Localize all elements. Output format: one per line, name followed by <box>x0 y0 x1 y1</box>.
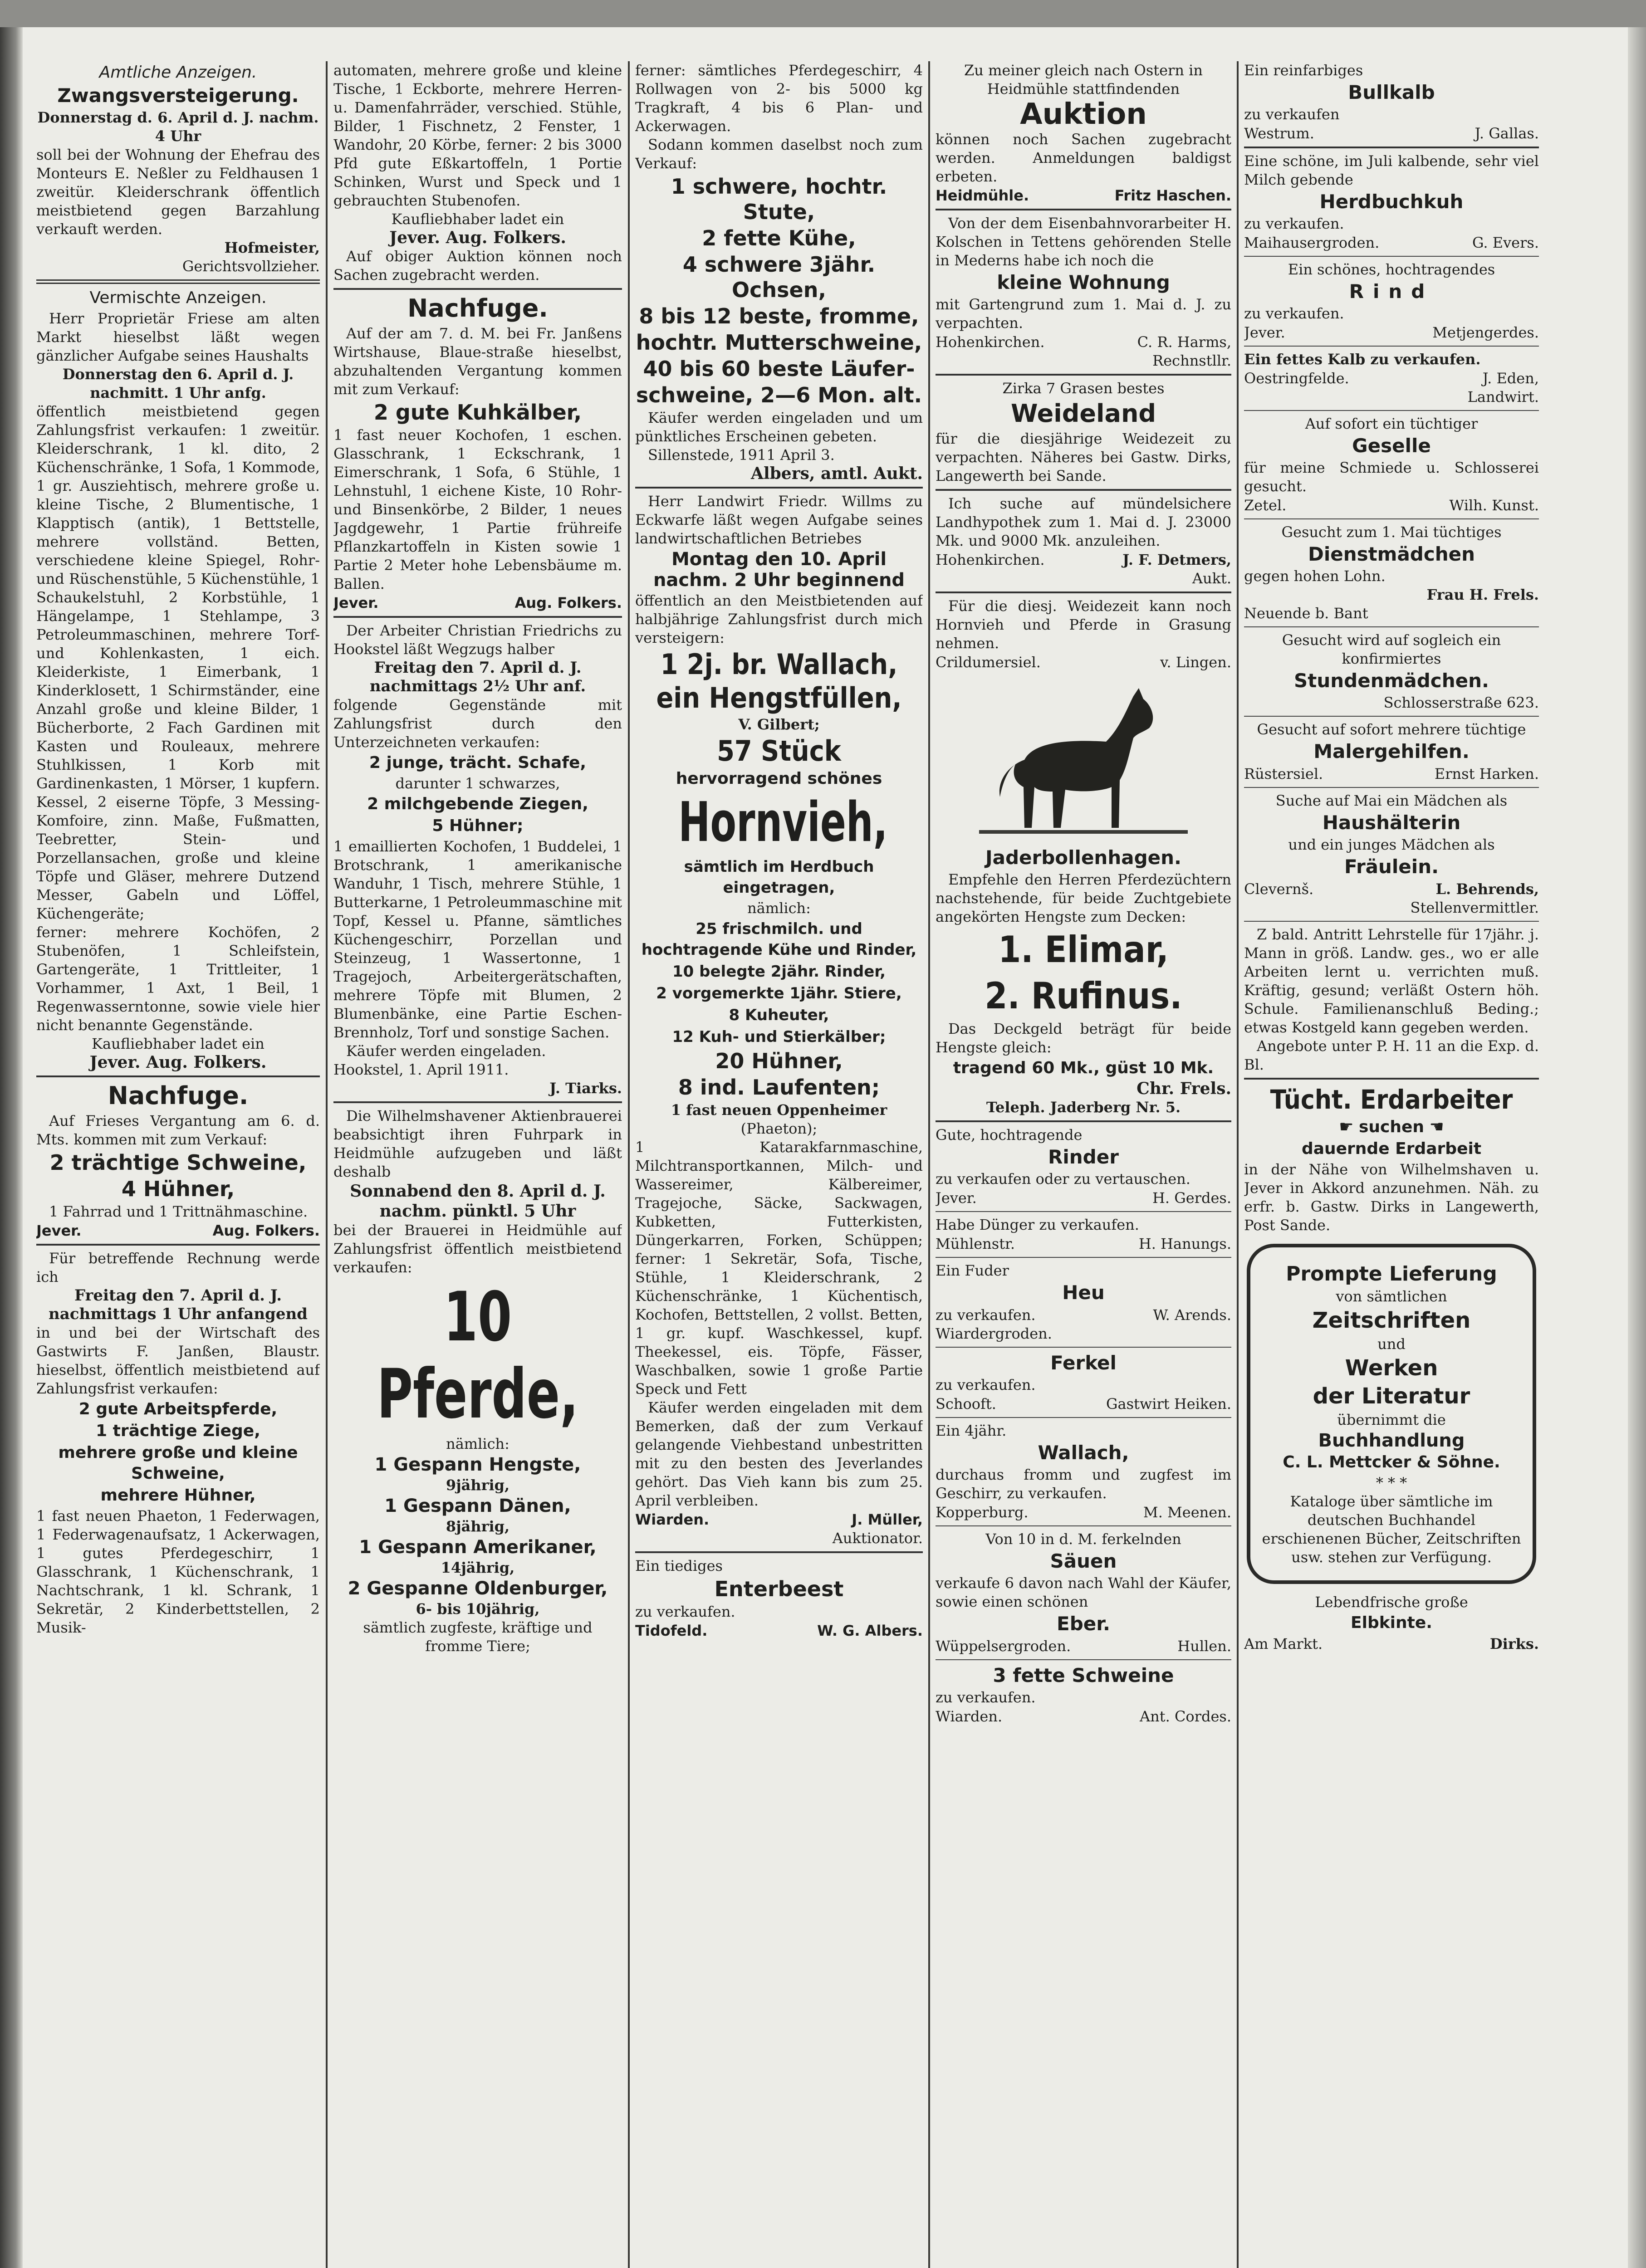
ad-text: Herr Proprietär Friese am alten Markt hieselbst läßt wegen gänzlicher Aufgabe seines Haushalts <box>36 310 320 364</box>
ad-headline: Heu <box>1062 1281 1105 1304</box>
ad-body: Sodann kommen daselbst noch zum Verkauf: <box>635 136 923 172</box>
ad-item: 12 Kuh- und Stierkälber; <box>672 1028 886 1046</box>
ad-body: zu verkaufen oder zu vertauschen. <box>936 1170 1190 1188</box>
ad-headline: Fräulein. <box>1344 855 1439 878</box>
divider <box>1244 147 1539 148</box>
ad-headline: Enterbeest <box>714 1577 844 1601</box>
column-2 <box>333 61 622 2268</box>
column-4 <box>936 61 1231 2268</box>
ad-title: Jaderbollenhagen. <box>985 846 1181 869</box>
ad-headline: Bullkalb <box>1348 81 1435 103</box>
divider <box>1244 410 1539 411</box>
ad-signature: Stellenvermittler. <box>1410 899 1539 916</box>
ad-body: zu verkaufen. <box>635 1603 735 1620</box>
ad-headline: Dienstmädchen <box>1308 543 1475 565</box>
ad-headline: Ferkel <box>1050 1352 1117 1374</box>
ad-text: Sillenstede, 1911 April 3. <box>648 446 835 464</box>
ad-text: Auf Frieses Vergantung am 6. d. Mts. kommen mit zum Verkauf: <box>36 1112 320 1148</box>
ad-item: 4 Hühner, <box>121 1177 235 1201</box>
ad-headline: 10 Pferde, <box>377 1278 579 1434</box>
ad-item: 2 junge, trächt. Schafe, <box>369 753 587 772</box>
ad-title: Nachfuge. <box>108 1081 249 1110</box>
column-5 <box>1244 61 1539 2268</box>
ad-body: können noch Sachen zugebracht werden. Anmeldungen baldigst erbeten. <box>936 131 1231 185</box>
ad-signature: Clevernš. L. Behrends, <box>1244 880 1539 898</box>
ad-item: 2 milchgebende Ziegen, <box>367 795 588 813</box>
ad-text: Von der dem Eisenbahnvorarbeiter H. Kolschen in Tettens gehörenden Stelle in Mederns habe ich noch die <box>936 215 1231 269</box>
ad-signature: Landwirt. <box>1467 388 1539 406</box>
ad-signature: Jever. Aug. Folkers. <box>333 594 622 611</box>
ad-item: 2 fette Kühe, <box>702 226 856 250</box>
ad-item: V. Gilbert; <box>738 716 820 733</box>
ad-signature: Rüstersiel. Ernst Harken. <box>1244 765 1539 782</box>
divider <box>936 1525 1231 1526</box>
ad-text: Auf obiger Auktion können noch Sachen zugebracht werden. <box>333 248 622 284</box>
divider <box>1244 256 1539 257</box>
ad-body: 1 emaillierten Kochofen, 1 Buddelei, 1 Brotschrank, 1 amerikanische Wanduhr, 1 Tisch, mehrere Stühle, 1 Butterkarne, 1 Petroleummaschine mit Topf, Kessel u. Pfanne, sämtliches Küchengeschirr, Porzellan und Steinzeug, 1 Wassertonne, 1 Tragejoch, Arbeitergerätschaften, mehrere Töpfe mit Blumen, 2 Blumenbänke, eine Partie Eschen-Brennholz, Torf und sonstige Sachen. <box>333 838 622 1041</box>
ad-text: Ein fettes Kalb zu verkaufen. <box>1244 351 1481 368</box>
ad-item: 1 2j. br. Wallach, <box>660 648 898 681</box>
ad-text: Habe Dünger zu verkaufen. <box>936 1216 1139 1233</box>
ad-text: Empfehle den Herren Pferdezüchtern nachstehende, für beide Zuchtgebiete angekörten Hengste zum Decken: <box>936 871 1231 925</box>
ad-address: Schlosserstraße 623. <box>1383 694 1539 711</box>
ad-body: in und bei der Wirtschaft des Gastwirts F. Janßen, Blaustr. hieselbst, öffentlich meistbietend auf Zahlungsfrist verkaufen: <box>36 1324 320 1397</box>
column-3 <box>635 61 923 2268</box>
ad-item: 1. Elimar, <box>998 929 1169 971</box>
ad-item: 6- bis 10jährig, <box>416 1600 540 1618</box>
ad-text: Herr Landwirt Friedr. Willms zu Eckwarfe läßt wegen Aufgabe seines landwirtschaftlichen Betriebes <box>635 493 923 547</box>
ad-headline: Wallach, <box>1038 1442 1129 1464</box>
ad-signature: Jever. Aug. Folkers. <box>389 228 566 247</box>
pointing-hand-icon: ☛ <box>1339 1118 1359 1136</box>
ad-text: Ein tiediges <box>635 1557 723 1574</box>
ad-text: Zirka 7 Grasen bestes <box>1002 380 1165 397</box>
divider <box>333 288 622 290</box>
ad-item: 1 fast neuen Oppenheimer <box>671 1101 887 1119</box>
divider <box>36 1244 320 1246</box>
ad-item: 14jährig, <box>441 1559 515 1576</box>
ad-item: 1 Fahrrad und 1 Trittnähmaschine. <box>49 1203 308 1220</box>
ad-date: Freitag den 7. April d. J. nachmittags 2½ Uhr anf. <box>369 659 586 695</box>
section-heading: Amtliche Anzeigen. <box>99 63 257 82</box>
ad-item: 2. Rufinus. <box>985 975 1182 1017</box>
divider <box>1244 626 1539 627</box>
ad-headline: kleine Wohnung <box>997 271 1170 293</box>
bookshop-ad-frame <box>1247 1244 1536 1584</box>
ad-body: folgende Gegenstände mit Zahlungsfrist durch den Unterzeichneten verkaufen: <box>333 696 622 751</box>
ad-place: Neuende b. Bant <box>1244 605 1368 622</box>
ad-signature: Albers, amtl. Aukt. <box>751 464 923 483</box>
ad-item: (Phaeton); <box>740 1120 818 1137</box>
ad-body: bei der Brauerei in Heidmühle auf Zahlungsfrist öffentlich meistbietend verkaufen: <box>333 1222 622 1276</box>
ad-text: übernimmt die <box>1337 1411 1446 1428</box>
divider <box>1244 346 1539 347</box>
ad-text: Eine schöne, im Juli kalbende, sehr viel Milch gebende <box>1244 152 1539 188</box>
column-rule <box>1237 61 1239 2268</box>
divider <box>36 1075 320 1077</box>
ad-text: ☛ suchen ☚ <box>1339 1118 1444 1136</box>
ad-headline: der Literatur <box>1313 1383 1470 1409</box>
divider <box>936 1347 1231 1348</box>
ad-signature: Hofmeister, <box>224 239 320 256</box>
ad-headline: Haushälterin <box>1322 811 1461 834</box>
ad-item: 1 trächtige Ziege, <box>96 1422 260 1440</box>
ad-text: Für die diesj. Weidezeit kann noch Hornvieh und Pferde in Grasung nehmen. <box>936 597 1231 652</box>
ad-text: Käufer werden eingeladen mit dem Bemerken, daß der zum Verkauf gelangende Viehbestand unbestritten mit zu den besten des Jeverlandes gehört. Das Vieh kann bis zum 25. April verbleiben. <box>635 1399 923 1509</box>
ad-price: tragend 60 Mk., güst 10 Mk. <box>953 1059 1214 1077</box>
ad-phone: Teleph. Jaderberg Nr. 5. <box>986 1099 1181 1116</box>
ad-text: Suche auf Mai ein Mädchen als <box>1275 792 1508 809</box>
ad-text: Kaufliebhaber ladet ein <box>391 210 564 228</box>
ad-body: öffentlich an den Meistbietenden auf halbjährige Zahlungsfrist durch mich versteigern: <box>635 592 923 646</box>
ad-text: Hookstel, 1. April 1911. <box>333 1061 509 1078</box>
divider <box>635 1551 923 1553</box>
ad-item: hochtr. Mutterschweine, <box>636 330 922 355</box>
ad-body: und ein junges Mädchen als <box>1288 836 1495 853</box>
column-rule <box>628 61 630 2268</box>
ad-signature: Chr. Frels. <box>1137 1079 1231 1098</box>
ad-text: nämlich: <box>446 1435 509 1452</box>
ad-signature: Auktionator. <box>832 1530 923 1547</box>
ad-text: Für betreffende Rechnung werde ich <box>36 1250 320 1286</box>
ad-text: soll bei der Wohnung der Ehefrau des Monteurs E. Neßler zu Feldhausen 1 zweitür. Kleiderschrank öffentlich meistbietend gegen Barzahlung verkauft werden. <box>36 146 320 238</box>
ad-text: Ein schönes, hochtragendes <box>1288 261 1495 278</box>
divider <box>936 374 1231 376</box>
ad-signature: zu verkaufen. W. Arends. <box>936 1306 1231 1324</box>
ad-signature: Frau H. Frels. <box>1426 586 1539 603</box>
ad-item: 2 gute Kuhkälber, <box>373 400 582 425</box>
ad-text: nämlich: <box>747 899 811 917</box>
horse-icon <box>936 678 1231 843</box>
ad-body: Kataloge über sämtliche im deutschen Buchhandel erschienenen Bücher, Zeitschriften usw. stehen zur Verfügung. <box>1262 1493 1521 1566</box>
divider <box>36 279 320 284</box>
ad-body: ferner: sämtliches Pferdegeschirr, 4 Rollwagen von 2- bis 5000 kg Tragkraft, 4 bis 6 Plan- und Ackerwagen. <box>635 62 923 135</box>
column-rule <box>326 61 328 2268</box>
ad-text: sämtlich im Herdbuch eingetragen, <box>684 858 874 897</box>
ad-text: Kaufliebhaber ladet ein <box>92 1035 265 1052</box>
ad-text: Ein Fuder <box>936 1262 1009 1279</box>
ad-item: mehrere große und kleine Schweine, <box>58 1443 298 1483</box>
ad-text: Auf sofort ein tüchtiger <box>1305 415 1478 432</box>
ad-body: öffentlich meistbietend gegen Zahlungsfrist verkaufen: 1 zweitür. Kleiderschrank, 1 kl. dito, 2 Küchenschränke, 1 Sofa, 1 Kommode, 1 gr. Ausziehtisch, mehrere große u. kleine Tische, 2 Blumentische, 1 Klapptisch (antik), 1 Bettstelle, mehrere vollständ. Betten, verschiedene kleine Spiegel, Rohr- und Rüschenstühle, 5 Küchenstühle, 1 Schaukelstuhl, 2 Korbstühle, 1 Hängelampe, 1 Stehlampe, 3 Petroleummaschinen, mehrere Torf- und Kohlenkasten, 1 eich. Kleiderkiste, 1 Eimerbank, 1 Kinderklosett, 1 Schirmständer, eine Anzahl große und kleine Bilder, 1 Bücherborte, 2 Fach Gardinen mit Kasten und Rouleaux, mehrere Stuhlkissen, 1 Korb mit Gardinenkasten, 1 Mörser, 1 kupfern. Kessel, 2 eiserne Töpfe, 3 Messing-Komfoire, zinn. Maße, Fußmatten, Teebretter, Stein- und Porzellansachen, große und kleine Töpfe und Gläser, mehrere Dutzend Messer, Gabeln und Löffel, Küchengeräte; <box>36 403 320 922</box>
ad-item: 8 ind. Laufenten; <box>678 1075 880 1100</box>
divider <box>936 209 1231 210</box>
ad-item: 8 Kuheuter, <box>729 1006 829 1024</box>
ad-body: in der Nähe von Wilhelmshaven u. Jever in Akkord anzunehmen. Näh. zu erfr. b. Gastw. Dirks in Langewerth, Post Sande. <box>1244 1161 1539 1234</box>
divider <box>1244 518 1539 519</box>
divider <box>936 1659 1231 1660</box>
ad-text: Lebendfrische große <box>1315 1593 1468 1611</box>
ad-text: Ein reinfarbiges <box>1244 62 1363 79</box>
ad-headline: Hornvieh, <box>678 791 888 854</box>
ad-body: zu verkaufen. <box>936 1376 1036 1393</box>
ad-signature: Jever. Metjengerdes. <box>1244 324 1539 341</box>
ad-text: Ich suche auf mündelsichere Landhypothek zum 1. Mai d. J. 23000 Mk. und 9000 Mk. anzuleihen. <box>936 495 1231 549</box>
divider <box>333 1101 622 1103</box>
ad-text: Käufer werden eingeladen und um pünktliches Erscheinen gebeten. <box>635 409 923 445</box>
ad-text: Von 10 in d. M. ferkelnden <box>985 1530 1181 1548</box>
ad-signature: Jever. Aug. Folkers. <box>36 1222 320 1239</box>
ad-item: 1 schwere, hochtr. Stute, <box>671 174 887 224</box>
ad-text: Gesucht auf sofort mehrere tüchtige <box>1257 721 1526 738</box>
ad-item: 5 Hühner; <box>432 816 524 835</box>
ad-body: sämtlich zugfeste, kräftige und fromme Tiere; <box>363 1619 593 1655</box>
ad-headline: Geselle <box>1352 435 1431 457</box>
ad-text: Z bald. Antritt Lehrstelle für 17jähr. j. Mann in größ. Landw. ges., wo er alle Arbeiten lernt u. verrichten muß. Kräftig, gesund; verläßt Ostern höh. Schule. Familienanschluß Beding.; etwas Kostgeld kann gegeben werden. <box>1244 926 1539 1036</box>
newspaper-page <box>0 27 1646 2268</box>
ad-headline: C. L. Mettcker & Söhne. <box>1283 1453 1500 1471</box>
ad-body: für meine Schmiede u. Schlosserei gesucht. <box>1244 459 1539 495</box>
ad-item: hervorragend schönes <box>676 769 882 788</box>
divider <box>936 1417 1231 1418</box>
ad-headline: Säuen <box>1050 1550 1117 1572</box>
divider <box>333 616 622 618</box>
ad-date: Donnerstag d. 6. April d. J. nachm. 4 Uhr <box>37 109 319 145</box>
ad-place: Wiardergroden. <box>936 1325 1052 1342</box>
ad-signature: Jever. Aug. Folkers. <box>89 1053 267 1072</box>
ad-item: 8 bis 12 beste, fromme, <box>639 304 919 328</box>
ad-headline: Buchhandlung <box>1318 1430 1465 1451</box>
ad-body: gegen hohen Lohn. <box>1244 567 1386 585</box>
ad-body: zu verkaufen. <box>936 1689 1036 1706</box>
ad-signature: Aukt. <box>1192 570 1231 587</box>
ad-item: 2 gute Arbeitspferde, <box>78 1400 278 1418</box>
ad-headline: Tücht. Erdarbeiter <box>1270 1084 1513 1115</box>
ad-body: mit Gartengrund zum 1. Mai d. J. zu verpachten. <box>936 296 1231 332</box>
ad-body: 1 fast neuen Phaeton, 1 Federwagen, 1 Federwagenaufsatz, 1 Ackerwagen, 1 gutes Pferdegeschirr, 1 Glasschrank, 1 Küchenschrank, 1 Nachtschrank, 1 kl. Schrank, 1 Sekretär, 2 Kinderbettstellen, 2 Musik- <box>36 1507 320 1636</box>
divider <box>1244 1078 1539 1080</box>
ad-item: 1 Gespann Amerikaner, <box>359 1537 597 1558</box>
ad-body: Angebote unter P. H. 11 an die Exp. d. Bl. <box>1244 1037 1539 1073</box>
ad-headline: Eber. <box>1057 1613 1110 1635</box>
ad-signature: Rechnstllr. <box>1152 352 1231 369</box>
ad-title: Nachfuge. <box>407 294 548 323</box>
ad-headline: Elbkinte. <box>1351 1613 1432 1632</box>
ad-text: dauernde Erdarbeit <box>1301 1139 1482 1158</box>
ad-item: mehrere Hühner, <box>100 1486 256 1505</box>
ad-date: Donnerstag den 6. April d. J. nachmitt. 1 Uhr anfg. <box>62 366 294 401</box>
ad-body: automaten, mehrere große und kleine Tische, 1 Eckborte, mehrere Herren- u. Damenfahrräder, verschied. Stühle, Bilder, 1 Fischnetz, 2 Fenster, 1 Wandohr, 20 Körbe, ferner: 2 bis 3000 Pfd gute Eßkartoffeln, 1 Portie Schinken, Wurst und Speck und 1 gebrauchten Stubenofen. <box>333 62 622 209</box>
ad-item: darunter 1 schwarzes, <box>395 775 560 792</box>
ad-headline: Malergehilfen. <box>1313 740 1470 763</box>
divider <box>936 1257 1231 1258</box>
ad-item: 1 Gespann Hengste, <box>374 1454 581 1475</box>
divider <box>1244 921 1539 922</box>
ad-body: für die diesjährige Weidezeit zu verpachten. Näheres bei Gastw. Dirks, Langewerth bei Sande. <box>936 430 1231 484</box>
ad-signature: Wiarden. Ant. Cordes. <box>936 1708 1231 1725</box>
ad-item: 8jährig, <box>446 1518 510 1535</box>
ad-signature: Gerichtsvollzieher. <box>182 258 320 275</box>
ad-signature: Wüppelsergroden. Hullen. <box>936 1637 1231 1655</box>
ad-body: zu verkaufen. <box>1244 215 1344 232</box>
ad-item: schweine, 2—6 Mon. alt. <box>636 383 922 407</box>
ad-date: Freitag den 7. April d. J. nachmittags 1 Uhr anfangend <box>49 1286 308 1323</box>
ad-headline: Stundenmädchen. <box>1294 670 1489 692</box>
ad-body: durchaus fromm und zugfest im Geschirr, zu verkaufen. <box>936 1466 1231 1502</box>
ad-signature: Zetel. Wilh. Kunst. <box>1244 497 1539 514</box>
column-1 <box>36 61 320 2268</box>
divider <box>1244 787 1539 788</box>
ad-body: zu verkaufen. <box>1244 305 1344 322</box>
ad-item: 25 frischmilch. und hochtragende Kühe und Rinder, <box>641 920 917 959</box>
ad-signature: Crildumersiel. v. Lingen. <box>936 654 1231 671</box>
ad-headline: Rinder <box>1048 1146 1119 1168</box>
ad-text: Auf der am 7. d. M. bei Fr. Janßens Wirtshause, Blaue-straße hieselbst, abzuhaltenden Vergantung kommen mit zum Verkauf: <box>333 325 622 398</box>
ad-signature: Westrum. J. Gallas. <box>1244 125 1539 142</box>
ad-headline: Auktion <box>1020 98 1147 131</box>
ad-text: und <box>1377 1335 1406 1353</box>
ad-signature: Jever. H. Gerdes. <box>936 1189 1231 1207</box>
ad-item: 2 trächtige Schweine, <box>49 1150 307 1175</box>
divider <box>936 1211 1231 1212</box>
ad-text: Ein 4jähr. <box>936 1422 1007 1439</box>
ad-text: Käufer werden eingeladen. <box>346 1042 546 1060</box>
ad-body: 1 fast neuer Kochofen, 1 eschen. Glasschrank, 1 Eckschrank, 1 Eimerschrank, 1 Sofa, 6 Stühle, 1 Lehnstuhl, 1 eichene Kiste, 10 Rohr- und Binsenkörbe, 2 Bilder, 1 neues Jagdgewehr, 1 Partie frühreife Pflanzkartoffeln in Kisten sowie 1 Partie 2 Meter hohe Lebensbäume m. Ballen. <box>333 426 622 592</box>
ad-text: Gesucht zum 1. Mai tüchtiges <box>1281 523 1502 541</box>
ad-text: von sämtlichen <box>1336 1288 1447 1305</box>
ad-headline: Rind <box>1349 280 1434 303</box>
ad-body: 1 Katarakfarnmaschine, Milchtransportkannen, Milch- und Wassereimer, Kälbereimer, Tragejoche, Säcke, Sackwagen, Kubketten, Futterkisten, Düngerkarren, Forken, Schüppen; ferner: 1 Sekretär, Sofa, Tische, Stühle, 1 Kleiderschrank, 2 Küchenschränke, 1 Küchentisch, Kochofen, Bettstellen, 2 vollst. Betten, 1 gr. kupf. Waschkessel, kupf. Theekessel, eis. Töpfe, Fässer, Waschbalken, sowie 1 große Partie Speck und Fett <box>635 1139 923 1398</box>
ad-item: 57 Stück <box>717 734 841 767</box>
ad-text: Gesucht wird auf sogleich ein konfirmiertes <box>1282 631 1501 667</box>
ad-headline: Werken <box>1345 1355 1438 1381</box>
ad-signature: Schooft. Gastwirt Heiken. <box>936 1395 1231 1413</box>
ad-text: * * * <box>1376 1474 1407 1491</box>
section-heading: Vermischte Anzeigen. <box>89 288 267 307</box>
ad-signature: Maihausergroden. G. Evers. <box>1244 234 1539 251</box>
ad-body: Das Deckgeld beträgt für beide Hengste gleich: <box>936 1020 1231 1056</box>
ad-item: 20 Hühner, <box>715 1049 843 1073</box>
ad-item: 2 Gespanne Oldenburger, <box>348 1578 608 1599</box>
ad-date: Sonnabend den 8. April d. J. nachm. pünktl. 5 Uhr <box>350 1182 606 1221</box>
ad-signature: Kopperburg. M. Meenen. <box>936 1504 1231 1521</box>
ad-signature: Wiarden. J. Müller, <box>635 1511 923 1528</box>
ad-signature: J. Tiarks. <box>549 1080 622 1097</box>
ad-headline: 3 fette Schweine <box>993 1664 1174 1686</box>
divider <box>936 1120 1231 1122</box>
ad-signature: Tidofeld. W. G. Albers. <box>635 1622 923 1639</box>
divider <box>936 591 1231 593</box>
ad-text: Der Arbeiter Christian Friedrichs zu Hookstel läßt Wegzugs halber <box>333 622 622 658</box>
ad-signature: Am Markt. Dirks. <box>1244 1635 1539 1652</box>
ad-item: 2 vorgemerkte 1jähr. Stiere, <box>656 984 902 1002</box>
ad-item: 40 bis 60 beste Läufer- <box>643 357 915 381</box>
ad-headline: Weideland <box>1010 399 1156 428</box>
ad-signature: Hohenkirchen. C. R. Harms, <box>936 333 1231 351</box>
ad-body: zu verkaufen <box>1244 106 1340 123</box>
ad-title: Zwangsversteigerung. <box>57 84 299 107</box>
pointing-hand-icon: ☚ <box>1424 1118 1444 1136</box>
ad-text: Zu meiner gleich nach Ostern in Heidmühle stattfindenden <box>964 62 1203 98</box>
ad-signature: Mühlenstr. H. Hanungs. <box>936 1235 1231 1252</box>
ad-item: 10 belegte 2jähr. Rinder, <box>672 963 886 981</box>
divider <box>936 489 1231 491</box>
ad-date: Montag den 10. April nachm. 2 Uhr beginnend <box>653 549 905 591</box>
divider <box>1244 716 1539 717</box>
ad-item: 4 schwere 3jähr. Ochsen, <box>682 252 876 302</box>
column-rule <box>928 61 930 2268</box>
ad-text: Die Wilhelmshavener Aktienbrauerei beabsichtigt ihren Fuhrpark in Heidmühle aufzugeben und läßt deshalb <box>333 1107 622 1180</box>
ad-item: ein Hengstfüllen, <box>656 681 902 714</box>
ad-text: Gute, hochtragende <box>936 1126 1083 1144</box>
ad-headline: Herdbuchkuh <box>1319 191 1464 213</box>
ad-body: verkaufe 6 davon nach Wahl der Käufer, sowie einen schönen <box>936 1574 1231 1610</box>
ad-item: 1 Gespann Dänen, <box>384 1496 571 1516</box>
divider <box>635 487 923 489</box>
ad-signature: Oestringfelde. J. Eden, <box>1244 370 1539 387</box>
ad-item: 9jährig, <box>446 1476 510 1494</box>
ad-headline: Prompte Lieferung <box>1286 1262 1497 1286</box>
ad-signature: Hohenkirchen. J. F. Detmers, <box>936 551 1231 568</box>
ad-headline: Zeitschriften <box>1312 1308 1471 1333</box>
ad-signature: Heidmühle. Fritz Haschen. <box>936 187 1231 204</box>
ad-body: ferner: mehrere Kochöfen, 2 Stubenöfen, 1 Schleifstein, Gartengeräte, 1 Trittleiter, 1 Vorhammer, 1 Axt, 1 Beil, 1 Regenwasserntonne, sowie viele hier nicht benannte Gegenstände. <box>36 924 320 1034</box>
